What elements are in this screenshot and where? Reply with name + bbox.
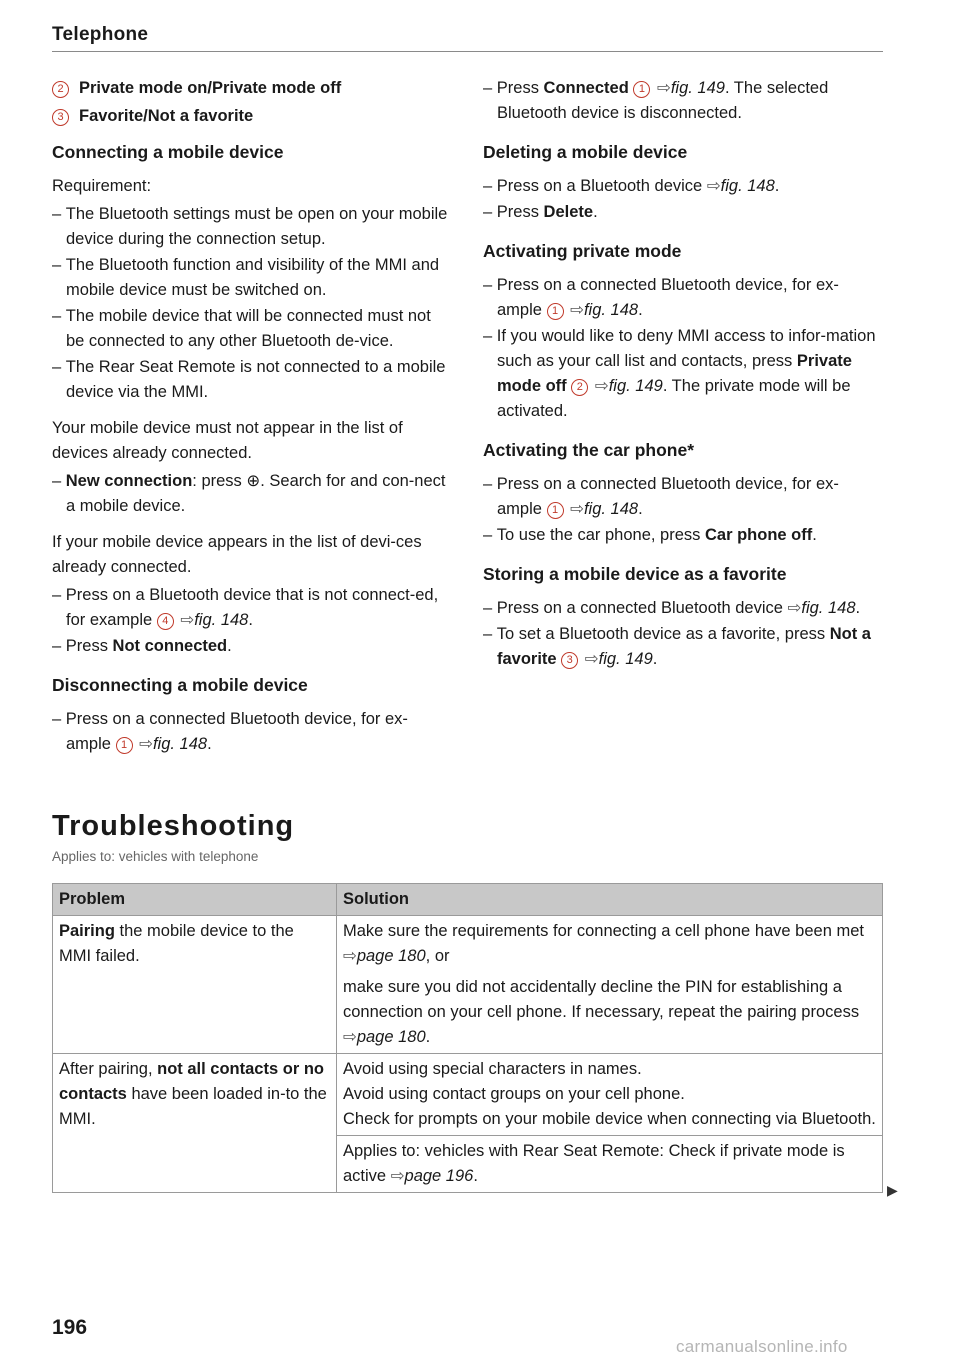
fig-148-link[interactable]: fig. 148 xyxy=(194,611,249,629)
right-column xyxy=(483,76,883,672)
solution-cell xyxy=(337,1136,883,1193)
table-row xyxy=(53,916,883,973)
fig-148-link[interactable]: fig. 148 xyxy=(720,177,775,195)
fig-148-link[interactable]: fig. 148 xyxy=(583,301,639,319)
heading-private-mode: Activating private mode xyxy=(483,241,682,261)
connect-note: Your mobile device must not appear in the list of devices already connected. xyxy=(52,419,403,462)
page-180-link[interactable]: page 180 xyxy=(356,1028,426,1046)
callout-4-icon: 4 xyxy=(157,613,174,630)
callout-2-icon: 2 xyxy=(571,379,588,396)
solution-line: Avoid using contact groups on your cell phone. xyxy=(343,1085,685,1103)
cross-ref-arrow-icon: ⇨ xyxy=(343,947,357,965)
solution-cell xyxy=(337,1054,883,1136)
callout-1-icon: 1 xyxy=(547,303,564,320)
disconnect-step: – Press on a connected Bluetooth device, for ex-ample 1 ⇨fig. 148. xyxy=(52,707,452,757)
column-header-solution: Solution xyxy=(337,884,883,916)
table-row xyxy=(53,1054,883,1136)
heading-car-phone: Activating the car phone* xyxy=(483,440,695,460)
solution-line: Make sure the requirements for connecting a cell phone have been met ⇨page 180, or xyxy=(343,922,864,965)
delete-step: – Press Delete. xyxy=(483,200,883,225)
solution-cell xyxy=(337,916,883,973)
solution-line: Avoid using special characters in names. xyxy=(343,1060,642,1078)
legend-item: 2 Private mode on/Private mode off xyxy=(52,76,452,101)
callout-3-icon: 3 xyxy=(52,109,69,126)
solution-line: Check for prompts on your mobile device when connecting via Bluetooth. xyxy=(343,1110,876,1128)
applies-note: Applies to: vehicles with telephone xyxy=(52,849,259,864)
troubleshooting-table xyxy=(52,883,883,1193)
connect-step: – Press Not connected. xyxy=(52,634,452,659)
continue-arrow-icon: ▶ xyxy=(887,1182,898,1198)
cross-ref-arrow-icon: ⇨ xyxy=(390,1167,405,1185)
heading-disconnecting: Disconnecting a mobile device xyxy=(52,675,308,695)
table-header-row xyxy=(53,884,883,916)
favorite-step: – To set a Bluetooth device as a favorite, press Not a favorite 3 ⇨fig. 149. xyxy=(483,622,883,672)
fig-149-link[interactable]: fig. 149 xyxy=(598,650,653,668)
legend-item: 3 Favorite/Not a favorite xyxy=(52,104,452,129)
fig-148-link[interactable]: fig. 148 xyxy=(801,599,856,617)
cross-ref-arrow-icon: ⇨ xyxy=(139,735,153,753)
cross-ref-arrow-icon: ⇨ xyxy=(570,500,584,518)
fig-149-link[interactable]: fig. 149 xyxy=(608,377,663,395)
section-header: Telephone xyxy=(52,24,149,45)
page-number: 196 xyxy=(52,1316,88,1339)
callout-3-icon: 3 xyxy=(561,652,578,669)
troubleshooting-title: Troubleshooting xyxy=(52,810,295,842)
solution-line: Applies to: vehicles with Rear Seat Remote: Check if private mode is active ⇨page 196. xyxy=(343,1142,845,1185)
cross-ref-arrow-icon: ⇨ xyxy=(787,599,802,617)
fig-149-link[interactable]: fig. 149 xyxy=(670,79,725,97)
favorite-step: – Press on a connected Bluetooth device ⇨fig. 148. xyxy=(483,596,883,621)
callout-1-icon: 1 xyxy=(116,737,133,754)
cross-ref-arrow-icon: ⇨ xyxy=(656,79,671,97)
private-step: – Press on a connected Bluetooth device, for ex-ample 1 ⇨fig. 148. xyxy=(483,273,883,323)
requirement-label: Requirement: xyxy=(52,177,152,195)
cross-ref-arrow-icon: ⇨ xyxy=(706,177,721,195)
private-step: – If you would like to deny MMI access to infor-mation such as your call list and contacts, press Private mode off 2 ⇨fig. 149. The private mode will be activated. xyxy=(483,324,883,424)
page-196-link[interactable]: page 196 xyxy=(404,1167,474,1185)
fig-148-link[interactable]: fig. 148 xyxy=(152,735,208,753)
solution-line: make sure you did not accidentally decline the PIN for establishing a connection on your cell phone. If necessary, repeat the pairing process ⇨page 180. xyxy=(343,978,860,1046)
car-phone-step: – To use the car phone, press Car phone off. xyxy=(483,523,883,548)
connect-note: If your mobile device appears in the list of devi-ces already connected. xyxy=(52,533,422,576)
delete-step: – Press on a Bluetooth device ⇨fig. 148. xyxy=(483,174,883,199)
watermark: carmanualsonline.info xyxy=(676,1337,848,1356)
heading-favorite: Storing a mobile device as a favorite xyxy=(483,564,787,584)
header-rule xyxy=(52,51,883,52)
left-column xyxy=(52,76,452,757)
heading-deleting: Deleting a mobile device xyxy=(483,142,688,162)
solution-cell xyxy=(337,972,883,1054)
cross-ref-arrow-icon: ⇨ xyxy=(594,377,609,395)
heading-connecting: Connecting a mobile device xyxy=(52,142,284,162)
callout-1-icon: 1 xyxy=(547,502,564,519)
requirement-item: – The Bluetooth function and visibility of the MMI and mobile device must be switched on. xyxy=(52,253,452,303)
cross-ref-arrow-icon: ⇨ xyxy=(584,650,599,668)
cross-ref-arrow-icon: ⇨ xyxy=(343,1028,357,1046)
cross-ref-arrow-icon: ⇨ xyxy=(180,611,195,629)
column-header-problem: Problem xyxy=(53,884,337,916)
fig-148-link[interactable]: fig. 148 xyxy=(583,500,639,518)
page-180-link[interactable]: page 180 xyxy=(356,947,426,965)
requirement-item: – The Bluetooth settings must be open on your mobile device during the connection setup. xyxy=(52,202,452,252)
callout-1-icon: 1 xyxy=(633,81,650,98)
cross-ref-arrow-icon: ⇨ xyxy=(570,301,584,319)
problem-cell: Pairing the mobile device to the MMI failed. xyxy=(53,916,337,1054)
requirement-item: – The Rear Seat Remote is not connected to a mobile device via the MMI. xyxy=(52,355,452,405)
connect-step: – Press on a Bluetooth device that is not connect-ed, for example 4 ⇨fig. 148. xyxy=(52,583,452,633)
disconnect-step: – Press Connected 1 ⇨fig. 149. The selected Bluetooth device is disconnected. xyxy=(483,76,883,126)
new-connection-step: – New connection: press ⊕. Search for and con-nect a mobile device. xyxy=(52,469,452,519)
car-phone-step: – Press on a connected Bluetooth device, for ex-ample 1 ⇨fig. 148. xyxy=(483,472,883,522)
requirement-item: – The mobile device that will be connected must not be connected to any other Bluetooth de-vice. xyxy=(52,304,452,354)
callout-2-icon: 2 xyxy=(52,81,69,98)
problem-cell: After pairing, not all contacts or no contacts have been loaded in-to the MMI. xyxy=(53,1054,337,1193)
add-icon: ⊕ xyxy=(246,472,261,490)
